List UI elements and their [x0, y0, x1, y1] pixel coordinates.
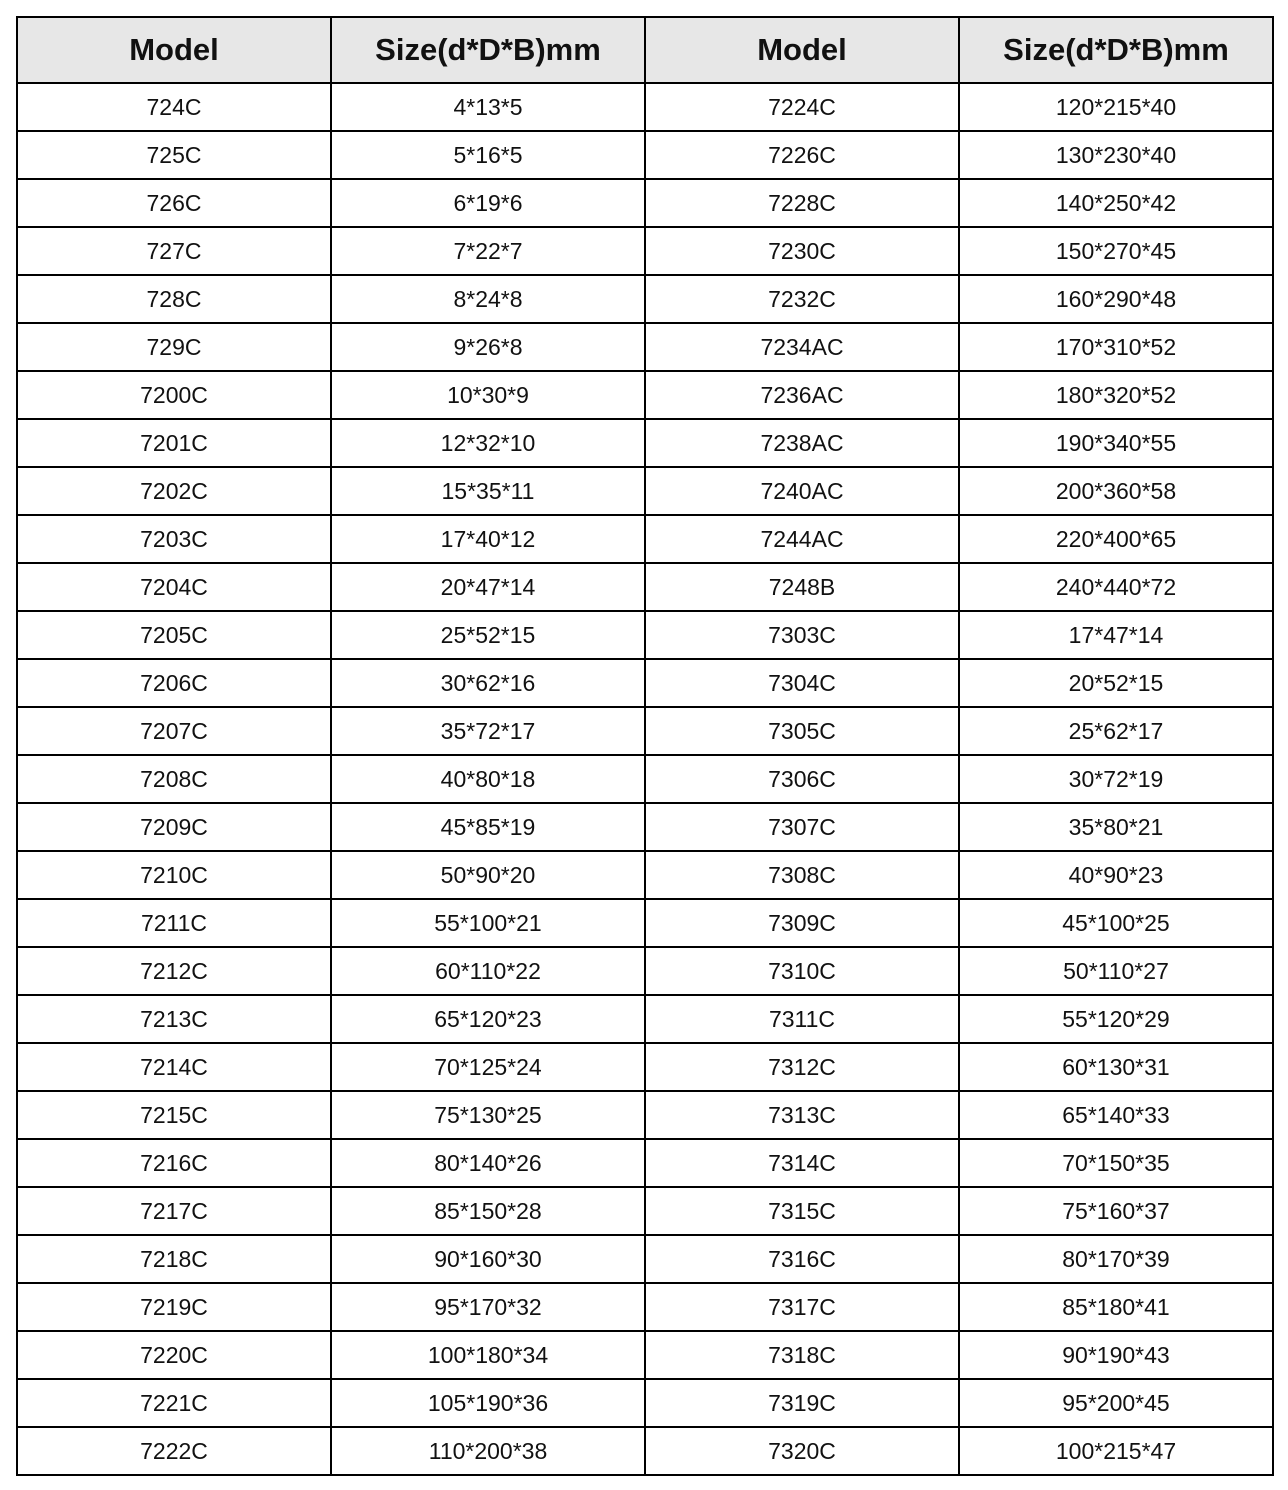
model-cell: 7314C	[645, 1139, 959, 1187]
model-cell: 7248B	[645, 563, 959, 611]
table-row	[17, 899, 1273, 947]
size-cell: 90*190*43	[959, 1331, 1273, 1379]
model-cell: 7309C	[645, 899, 959, 947]
size-cell: 160*290*48	[959, 275, 1273, 323]
model-cell: 7310C	[645, 947, 959, 995]
size-cell: 150*270*45	[959, 227, 1273, 275]
size-cell: 20*52*15	[959, 659, 1273, 707]
size-cell: 90*160*30	[331, 1235, 645, 1283]
model-cell: 7236AC	[645, 371, 959, 419]
model-cell: 7218C	[17, 1235, 331, 1283]
size-cell: 110*200*38	[331, 1427, 645, 1475]
model-cell: 7319C	[645, 1379, 959, 1427]
table-row	[17, 1427, 1273, 1475]
model-cell: 7240AC	[645, 467, 959, 515]
table-row	[17, 707, 1273, 755]
size-cell: 190*340*55	[959, 419, 1273, 467]
size-cell: 25*62*17	[959, 707, 1273, 755]
model-cell: 7213C	[17, 995, 331, 1043]
model-cell: 724C	[17, 83, 331, 131]
size-cell: 45*100*25	[959, 899, 1273, 947]
size-cell: 10*30*9	[331, 371, 645, 419]
model-cell: 7208C	[17, 755, 331, 803]
size-cell: 60*130*31	[959, 1043, 1273, 1091]
size-cell: 70*150*35	[959, 1139, 1273, 1187]
size-cell: 75*160*37	[959, 1187, 1273, 1235]
size-cell: 95*170*32	[331, 1283, 645, 1331]
model-cell: 7305C	[645, 707, 959, 755]
bearing-size-table	[16, 16, 1274, 1476]
table-row	[17, 179, 1273, 227]
model-cell: 7220C	[17, 1331, 331, 1379]
model-cell: 7320C	[645, 1427, 959, 1475]
model-cell: 7303C	[645, 611, 959, 659]
table-row	[17, 419, 1273, 467]
model-cell: 7234AC	[645, 323, 959, 371]
model-cell: 7238AC	[645, 419, 959, 467]
model-cell: 7214C	[17, 1043, 331, 1091]
size-cell: 30*62*16	[331, 659, 645, 707]
size-cell: 45*85*19	[331, 803, 645, 851]
size-cell: 7*22*7	[331, 227, 645, 275]
model-cell: 7304C	[645, 659, 959, 707]
header-model: Model	[645, 17, 959, 83]
size-cell: 35*72*17	[331, 707, 645, 755]
table-row	[17, 371, 1273, 419]
table-row	[17, 803, 1273, 851]
model-cell: 726C	[17, 179, 331, 227]
table-row	[17, 947, 1273, 995]
model-cell: 7200C	[17, 371, 331, 419]
size-cell: 35*80*21	[959, 803, 1273, 851]
size-cell: 75*130*25	[331, 1091, 645, 1139]
model-cell: 7244AC	[645, 515, 959, 563]
model-cell: 7318C	[645, 1331, 959, 1379]
model-cell: 7307C	[645, 803, 959, 851]
size-cell: 40*90*23	[959, 851, 1273, 899]
size-cell: 30*72*19	[959, 755, 1273, 803]
size-cell: 120*215*40	[959, 83, 1273, 131]
size-cell: 85*150*28	[331, 1187, 645, 1235]
table-row	[17, 1091, 1273, 1139]
model-cell: 7313C	[645, 1091, 959, 1139]
size-cell: 170*310*52	[959, 323, 1273, 371]
size-cell: 85*180*41	[959, 1283, 1273, 1331]
header-row	[17, 17, 1273, 83]
table-row	[17, 659, 1273, 707]
table-row	[17, 1043, 1273, 1091]
size-cell: 15*35*11	[331, 467, 645, 515]
table-row	[17, 515, 1273, 563]
table-body	[17, 83, 1273, 1475]
model-cell: 7216C	[17, 1139, 331, 1187]
size-cell: 17*40*12	[331, 515, 645, 563]
size-cell: 17*47*14	[959, 611, 1273, 659]
model-cell: 7306C	[645, 755, 959, 803]
size-cell: 80*170*39	[959, 1235, 1273, 1283]
model-cell: 7224C	[645, 83, 959, 131]
model-cell: 7228C	[645, 179, 959, 227]
header-model: Model	[17, 17, 331, 83]
model-cell: 7222C	[17, 1427, 331, 1475]
size-cell: 240*440*72	[959, 563, 1273, 611]
size-cell: 140*250*42	[959, 179, 1273, 227]
size-cell: 105*190*36	[331, 1379, 645, 1427]
table-row	[17, 1187, 1273, 1235]
table-row	[17, 755, 1273, 803]
size-cell: 20*47*14	[331, 563, 645, 611]
table-row	[17, 467, 1273, 515]
model-cell: 728C	[17, 275, 331, 323]
table-row	[17, 83, 1273, 131]
size-cell: 12*32*10	[331, 419, 645, 467]
size-cell: 8*24*8	[331, 275, 645, 323]
model-cell: 7232C	[645, 275, 959, 323]
model-cell: 7210C	[17, 851, 331, 899]
model-cell: 7207C	[17, 707, 331, 755]
size-cell: 100*180*34	[331, 1331, 645, 1379]
header-size: Size(d*D*B)mm	[959, 17, 1273, 83]
model-cell: 7204C	[17, 563, 331, 611]
size-cell: 40*80*18	[331, 755, 645, 803]
model-cell: 7308C	[645, 851, 959, 899]
model-cell: 7203C	[17, 515, 331, 563]
table-row	[17, 1235, 1273, 1283]
model-cell: 7316C	[645, 1235, 959, 1283]
model-cell: 7206C	[17, 659, 331, 707]
size-cell: 5*16*5	[331, 131, 645, 179]
model-cell: 7317C	[645, 1283, 959, 1331]
model-cell: 727C	[17, 227, 331, 275]
size-cell: 50*110*27	[959, 947, 1273, 995]
table-row	[17, 851, 1273, 899]
table-row	[17, 611, 1273, 659]
model-cell: 7215C	[17, 1091, 331, 1139]
size-cell: 200*360*58	[959, 467, 1273, 515]
table-row	[17, 995, 1273, 1043]
size-cell: 65*120*23	[331, 995, 645, 1043]
model-cell: 7221C	[17, 1379, 331, 1427]
size-cell: 55*120*29	[959, 995, 1273, 1043]
model-cell: 725C	[17, 131, 331, 179]
table-row	[17, 1331, 1273, 1379]
size-cell: 60*110*22	[331, 947, 645, 995]
header-size: Size(d*D*B)mm	[331, 17, 645, 83]
size-cell: 100*215*47	[959, 1427, 1273, 1475]
model-cell: 7230C	[645, 227, 959, 275]
size-cell: 95*200*45	[959, 1379, 1273, 1427]
model-cell: 7202C	[17, 467, 331, 515]
size-cell: 6*19*6	[331, 179, 645, 227]
size-cell: 9*26*8	[331, 323, 645, 371]
model-cell: 7311C	[645, 995, 959, 1043]
size-cell: 180*320*52	[959, 371, 1273, 419]
model-cell: 7217C	[17, 1187, 331, 1235]
model-cell: 7315C	[645, 1187, 959, 1235]
size-cell: 220*400*65	[959, 515, 1273, 563]
model-cell: 7209C	[17, 803, 331, 851]
model-cell: 729C	[17, 323, 331, 371]
size-cell: 70*125*24	[331, 1043, 645, 1091]
model-cell: 7219C	[17, 1283, 331, 1331]
size-cell: 80*140*26	[331, 1139, 645, 1187]
model-cell: 7211C	[17, 899, 331, 947]
table-row	[17, 323, 1273, 371]
table-row	[17, 563, 1273, 611]
size-cell: 55*100*21	[331, 899, 645, 947]
model-cell: 7212C	[17, 947, 331, 995]
model-cell: 7312C	[645, 1043, 959, 1091]
size-cell: 25*52*15	[331, 611, 645, 659]
model-cell: 7226C	[645, 131, 959, 179]
size-cell: 65*140*33	[959, 1091, 1273, 1139]
table-row	[17, 227, 1273, 275]
table-row	[17, 1379, 1273, 1427]
table-row	[17, 131, 1273, 179]
table-row	[17, 275, 1273, 323]
table-row	[17, 1283, 1273, 1331]
size-cell: 4*13*5	[331, 83, 645, 131]
model-cell: 7205C	[17, 611, 331, 659]
size-cell: 50*90*20	[331, 851, 645, 899]
table-row	[17, 1139, 1273, 1187]
model-cell: 7201C	[17, 419, 331, 467]
size-cell: 130*230*40	[959, 131, 1273, 179]
